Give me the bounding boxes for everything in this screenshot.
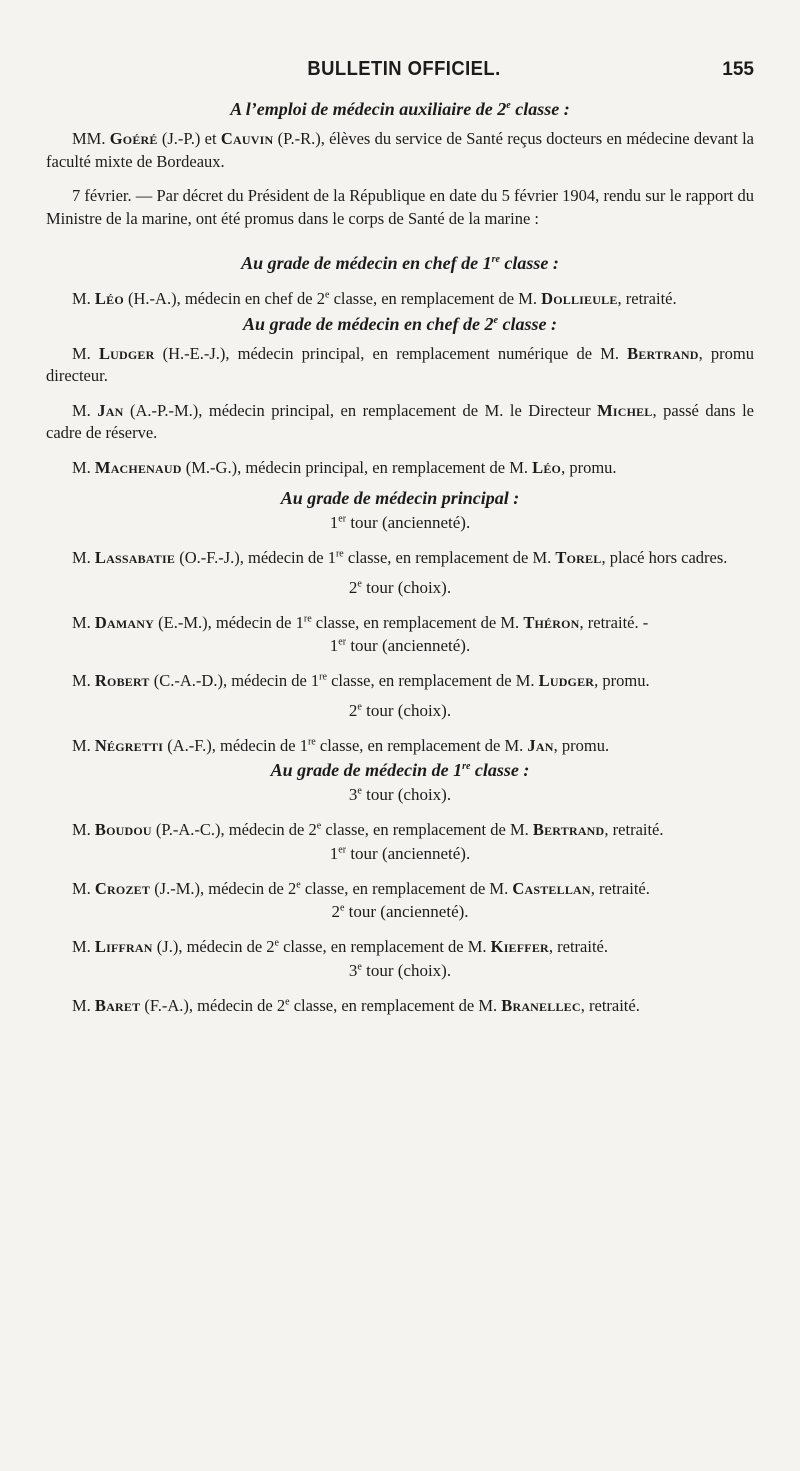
tour-label: 1er tour (ancienneté).	[329, 636, 471, 655]
tour-label: 2e tour (choix).	[348, 700, 452, 720]
entry-paragraph: M. Liffran (J.), médecin de 2e classe, en remplacement de M. Kieffer, retraité.	[72, 937, 608, 956]
entry-paragraph: M. Lassabatie (O.-F.-J.), médecin de 1re classe, en remplacement de M. Torel, placé hors cadres.	[72, 548, 728, 567]
entry-paragraph: M. Baret (F.-A.), médecin de 2e classe, en remplacement de M. Branellec, retraité.	[72, 995, 640, 1015]
page-number: 155	[722, 59, 754, 80]
tour-label: 1er tour (ancienneté).	[329, 513, 471, 532]
entry-paragraph: M. Boudou (P.-A.-C.), médecin de 2e classe, en remplacement de M. Bertrand, retraité.	[72, 820, 664, 839]
entry-paragraph: M. Machenaud (M.-G.), médecin principal, en remplacement de M. Léo, promu.	[72, 457, 617, 477]
section-heading: Au grade de médecin principal :	[280, 488, 520, 508]
entry-paragraph: M. Léo (H.-A.), médecin en chef de 2e classe, en remplacement de M. Dollieule, retraité.	[72, 289, 677, 308]
tour-label: 3e tour (choix).	[348, 785, 452, 804]
entry-paragraph: M. Crozet (J.-M.), médecin de 2e classe, en remplacement de M. Castellan, retraité.	[72, 878, 650, 898]
entry-paragraph: M. Jan (A.-P.-M.), médecin principal, en remplacement de M. le Directeur Michel, passé dans le cadre de réserve.	[46, 400, 755, 442]
bulletin-title: BULLETIN OFFICIEL.	[307, 58, 501, 80]
entry-paragraph: MM. Goéré (J.-P.) et Cauvin (P.-R.), élèves du service de Santé reçus docteurs en médecine devant la faculté mixte de Bordeaux.	[46, 129, 755, 171]
section-heading: Au grade de médecin en chef de 2e classe :	[243, 313, 557, 334]
decree-paragraph: 7 février. — Par décret du Président de la République en date du 5 février 1904, rendu sur le rapport du Ministre de la marine, ont été promus dans le corps de Santé de la marine :	[46, 186, 754, 228]
entry-paragraph: M. Négretti (A.-F.), médecin de 1re classe, en remplacement de M. Jan, promu.	[72, 735, 610, 755]
section-heading: A l’emploi de médecin auxiliaire de 2e classe :	[230, 99, 570, 119]
section-heading: Au grade de médecin en chef de 1re classe :	[241, 253, 559, 273]
entry-paragraph: M. Robert (C.-A.-D.), médecin de 1re classe, en remplacement de M. Ludger, promu.	[72, 671, 650, 690]
document-page	[46, 58, 754, 1017]
entry-paragraph: M. Damany (E.-M.), médecin de 1re classe, en remplacement de M. Théron, retraité. -	[72, 612, 649, 632]
section-heading: Au grade de médecin de 1re classe :	[270, 760, 530, 780]
tour-label: 3e tour (choix).	[348, 960, 452, 980]
entry-paragraph: M. Ludger (H.-E.-J.), médecin principal, en remplacement numérique de M. Bertrand, promu directeur.	[46, 343, 755, 385]
tour-label: 2e tour (ancienneté).	[331, 902, 469, 921]
tour-label: 1er tour (ancienneté).	[329, 843, 471, 863]
page-header	[46, 58, 754, 90]
tour-label: 2e tour (choix).	[348, 577, 452, 597]
